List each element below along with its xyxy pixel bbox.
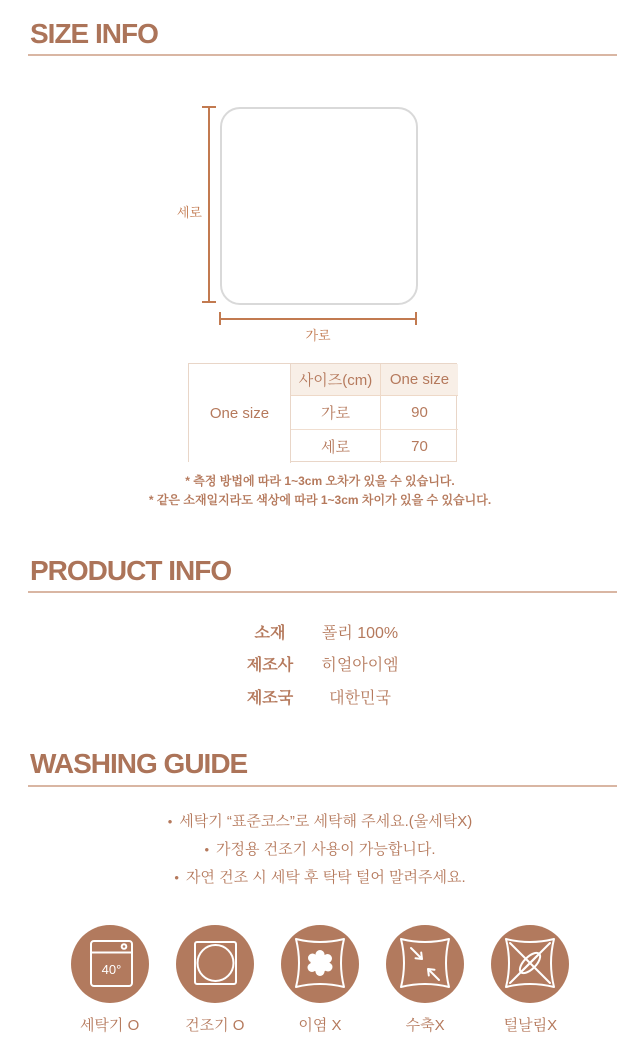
- care-icon-washer: [57, 925, 162, 1035]
- washing-instruction-text: 자연 건조 시 세탁 후 탁탁 털어 말려주세요.: [185, 869, 466, 886]
- width-label: 가로: [305, 328, 331, 343]
- wash-temperature: 40°: [101, 962, 121, 977]
- size-note-1: * 측정 방법에 따라 1~3cm 오차가 있을 수 있습니다.: [185, 474, 455, 488]
- washing-guide-title: WASHING GUIDE: [30, 748, 248, 779]
- bullet-icon: •: [174, 870, 179, 885]
- washing-instruction-text: 세탁기 “표준코스”로 세탁해 주세요.(울세탁X): [179, 813, 473, 830]
- care-icon-shrink: [373, 925, 478, 1035]
- product-info-divider: [28, 591, 617, 593]
- shrink-icon: [386, 925, 464, 1003]
- washing-machine-icon: [71, 925, 149, 1003]
- washing-instruction-1: [0, 813, 640, 831]
- material-label: 소재: [254, 625, 286, 642]
- width-dimension-cap-right: [415, 312, 417, 325]
- care-icon-label: 세탁기 O: [79, 1017, 140, 1034]
- bullet-icon: •: [204, 842, 209, 857]
- height-dimension-cap-top: [202, 106, 216, 108]
- origin-country-value: 대한민국: [329, 690, 391, 707]
- care-icon-label: 수축X: [405, 1017, 445, 1034]
- care-icons-row: [57, 925, 583, 1035]
- manufacturer-value: 히얼아이엠: [321, 657, 399, 674]
- product-info-row: [0, 685, 640, 705]
- washing-instruction-text: 가정용 건조기 사용이 가능합니다.: [216, 841, 436, 858]
- care-icon-lint: [478, 925, 583, 1035]
- size-table-height-value: 70: [411, 438, 428, 455]
- product-info-row: [0, 620, 640, 640]
- color-bleed-icon: [281, 925, 359, 1003]
- product-info-row: [0, 652, 640, 672]
- size-table-height-label: 세로: [291, 430, 381, 463]
- size-table: [188, 363, 457, 462]
- size-table-row-header: One size: [189, 364, 291, 463]
- care-icon-label: 털날림X: [503, 1017, 558, 1034]
- lint-icon: [491, 925, 569, 1003]
- product-info-title: PRODUCT INFO: [30, 555, 232, 586]
- width-dimension-line: [220, 318, 416, 320]
- height-dimension-cap-bottom: [202, 301, 216, 303]
- care-icon-color-bleed: [267, 925, 372, 1035]
- washing-instruction-2: [0, 841, 640, 859]
- care-icon-label: 이염 X: [298, 1017, 342, 1034]
- size-note-2: * 같은 소재일지라도 색상에 따라 1~3cm 차이가 있을 수 있습니다.: [148, 493, 492, 507]
- size-table-width-value: 90: [381, 396, 458, 430]
- size-info-divider: [28, 54, 617, 56]
- width-dimension-cap-left: [219, 312, 221, 325]
- washing-guide-divider: [28, 785, 617, 787]
- care-icon-dryer: [162, 925, 267, 1035]
- height-label: 세로: [176, 205, 202, 220]
- care-icon-label: 건조기 O: [185, 1017, 245, 1034]
- washing-instruction-3: [0, 869, 640, 887]
- height-dimension-line: [208, 107, 210, 303]
- size-table-col-header-size: 사이즈(cm): [291, 364, 381, 396]
- dryer-icon: [176, 925, 254, 1003]
- size-table-width-label: 가로: [291, 396, 381, 430]
- origin-country-label: 제조국: [246, 690, 294, 707]
- bullet-icon: •: [167, 814, 173, 829]
- manufacturer-label: 제조사: [246, 657, 294, 674]
- product-outline-shape: [220, 107, 418, 305]
- size-info-title: SIZE INFO: [30, 18, 158, 49]
- material-value: 폴리 100%: [321, 625, 399, 642]
- size-table-col-header-onesize: One size: [381, 364, 458, 396]
